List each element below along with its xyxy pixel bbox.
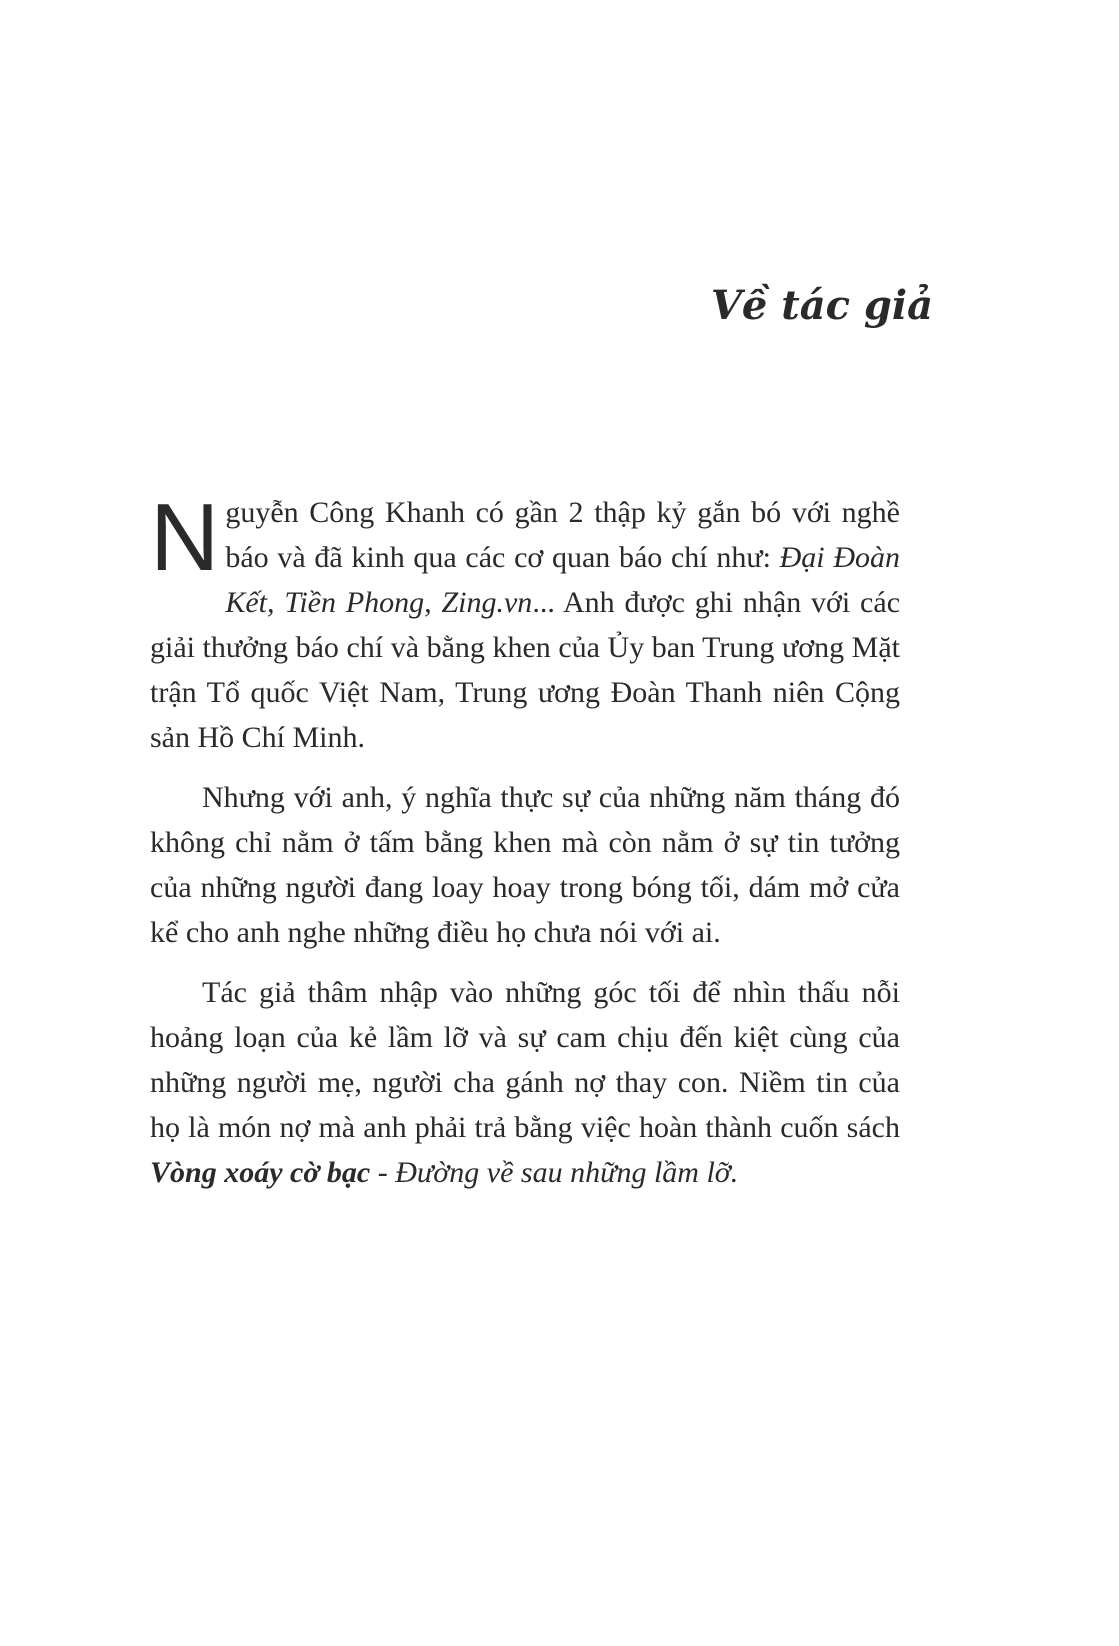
paragraph-3 bbox=[150, 970, 900, 1195]
book-subtitle: Đường về sau những lầm lỡ. bbox=[395, 1156, 739, 1189]
newspaper-names: Đại Đoàn Kết, Tiền Phong, Zing.vn bbox=[225, 541, 900, 619]
title-separator: - bbox=[370, 1156, 396, 1189]
page-title: Về tác giả bbox=[710, 282, 933, 329]
page-body bbox=[150, 484, 901, 1195]
paragraph-1-text-start: guyễn Công Khanh có gần 2 thập kỷ gắn bó với nghề báo và đã kinh qua các cơ quan báo chí như: bbox=[225, 496, 900, 574]
paragraph-2: Nhưng với anh, ý nghĩa thực sự của những năm tháng đó không chỉ nằm ở tấm bằng khen mà còn nằm ở sự tin tưởng của những người đang loay hoay trong bóng tối, dám mở cửa kể cho anh nghe những điều họ chưa nói với ai. bbox=[150, 781, 900, 949]
drop-cap: N bbox=[150, 484, 220, 591]
book-title: Vòng xoáy cờ bạc bbox=[150, 1156, 371, 1189]
paragraph-1-text-end: ... Anh được ghi nhận với các giải thưởng báo chí và bằng khen của Ủy ban Trung ương Mặt trận Tổ quốc Việt Nam, Trung ương Đoàn Thanh niên Cộng sản Hồ Chí Minh. bbox=[150, 586, 901, 754]
paragraph-1 bbox=[150, 484, 901, 760]
paragraph-3-text: Tác giả thâm nhập vào những góc tối để nhìn thấu nỗi hoảng loạn của kẻ lầm lỡ và sự cam chịu đến kiệt cùng của những người mẹ, người cha gánh nợ thay con. Niềm tin của họ là món nợ mà anh phải trả bằng việc hoàn thành cuốn sách bbox=[150, 976, 900, 1144]
